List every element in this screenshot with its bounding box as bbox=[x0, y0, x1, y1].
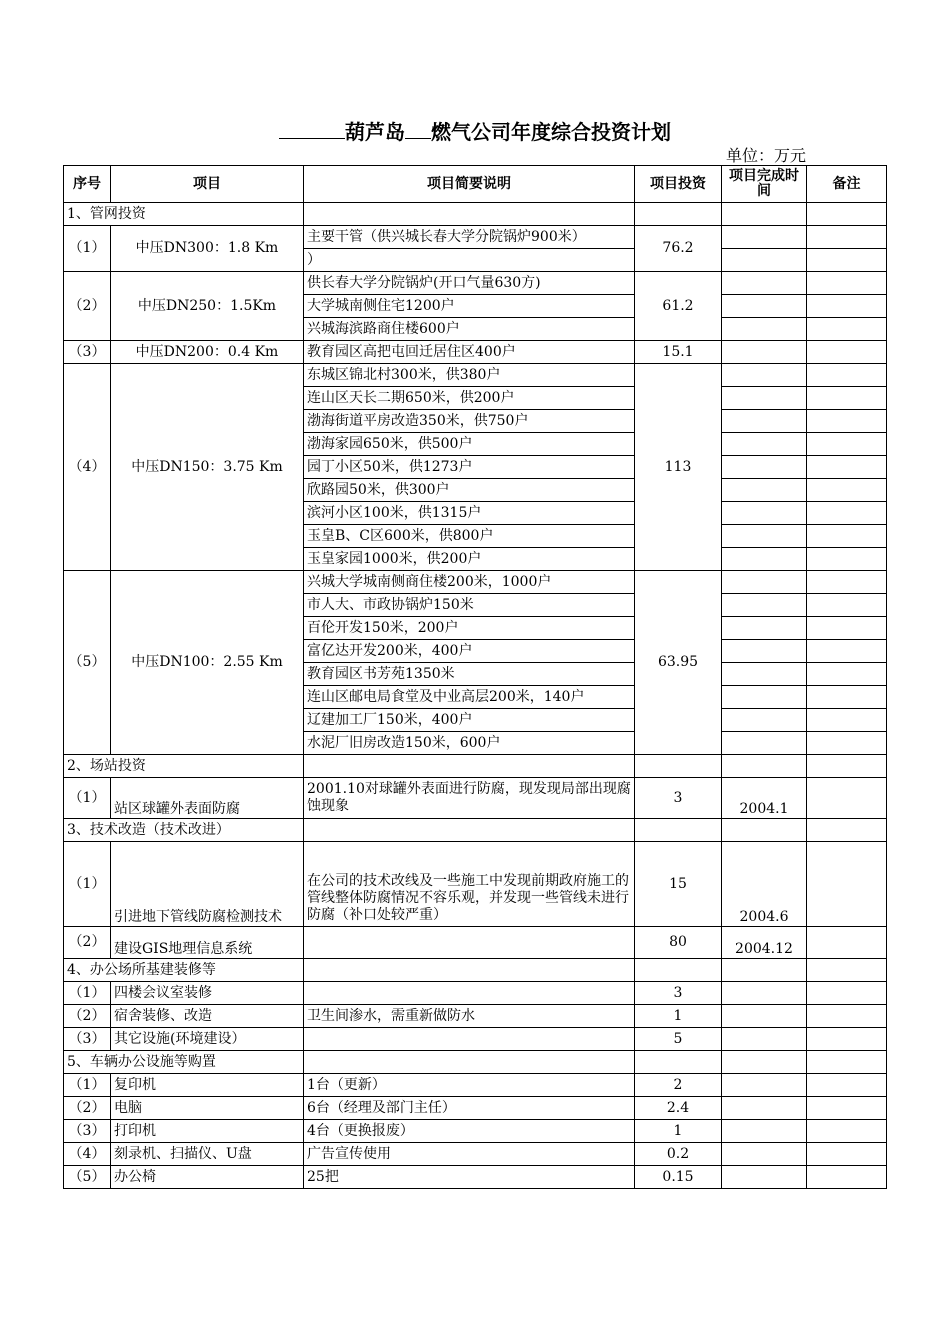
row-no: （3） bbox=[64, 341, 111, 364]
row-invest: 0.2 bbox=[635, 1143, 722, 1166]
row-no: （2） bbox=[64, 272, 111, 341]
row-no: （1） bbox=[64, 1074, 111, 1097]
section-row bbox=[64, 1051, 887, 1074]
section-row bbox=[64, 755, 887, 778]
title-underline bbox=[405, 120, 431, 139]
row-no: （4） bbox=[64, 364, 111, 571]
row-desc: 大学城南侧住宅1200户 bbox=[304, 295, 635, 318]
header-item: 项目 bbox=[111, 166, 304, 203]
section-row bbox=[64, 203, 887, 226]
row-desc: 在公司的技术改线及一些施工中发现前期政府施工的管线整体防腐情况不容乐观，并发现一些管线未进行防腐（补口处较严重） bbox=[304, 842, 635, 927]
table-row bbox=[64, 1097, 887, 1120]
table-row bbox=[64, 1166, 887, 1189]
row-no: （4） bbox=[64, 1143, 111, 1166]
row-invest: 2 bbox=[635, 1074, 722, 1097]
row-desc: 6台（经理及部门主任） bbox=[304, 1097, 635, 1120]
header-row bbox=[64, 166, 887, 203]
row-desc: 连山区天长二期650米，供200户 bbox=[304, 387, 635, 410]
header-invest: 项目投资 bbox=[635, 166, 722, 203]
table-row bbox=[64, 1143, 887, 1166]
row-invest: 63.95 bbox=[635, 571, 722, 755]
row-desc bbox=[304, 982, 635, 1005]
row-item: 中压DN200：0.4 Km bbox=[111, 341, 304, 364]
row-invest: 80 bbox=[635, 927, 722, 959]
row-desc: 富亿达开发200米，400户 bbox=[304, 640, 635, 663]
header-no: 序号 bbox=[64, 166, 111, 203]
table-row bbox=[64, 571, 887, 594]
row-item: 中压DN150：3.75 Km bbox=[111, 364, 304, 571]
table-row bbox=[64, 1005, 887, 1028]
row-no: （2） bbox=[64, 927, 111, 959]
row-invest: 15 bbox=[635, 842, 722, 927]
row-no: （3） bbox=[64, 1028, 111, 1051]
header-desc: 项目简要说明 bbox=[304, 166, 635, 203]
row-desc: 园丁小区50米，供1273户 bbox=[304, 456, 635, 479]
row-time: 2004.6 bbox=[722, 842, 807, 927]
row-desc: 教育园区高把屯回迁居住区400户 bbox=[304, 341, 635, 364]
row-desc: 主要干管（供兴城长春大学分院锅炉900米） bbox=[304, 226, 635, 249]
row-desc: 兴城大学城南侧商住楼200米，1000户 bbox=[304, 571, 635, 594]
row-no: （1） bbox=[64, 226, 111, 272]
table-row bbox=[64, 272, 887, 295]
row-desc: 2001.10对球罐外表面进行防腐，现发现局部出现腐蚀现象 bbox=[304, 778, 635, 819]
row-invest: 3 bbox=[635, 778, 722, 819]
section-title: 4、办公场所基建装修等 bbox=[64, 959, 304, 982]
row-item: 其它设施(环境建设） bbox=[111, 1028, 304, 1051]
page-title bbox=[0, 116, 950, 145]
row-desc: 市人大、市政协锅炉150米 bbox=[304, 594, 635, 617]
row-item: 四楼会议室装修 bbox=[111, 982, 304, 1005]
table-row bbox=[64, 1120, 887, 1143]
row-invest: 113 bbox=[635, 364, 722, 571]
row-desc: 教育园区书芳苑1350米 bbox=[304, 663, 635, 686]
row-desc: 玉皇家园1000米，供200户 bbox=[304, 548, 635, 571]
row-item: 引进地下管线防腐检测技术 bbox=[111, 842, 304, 927]
table-row bbox=[64, 982, 887, 1005]
title-prefix: 葫芦岛 bbox=[345, 120, 405, 144]
row-item: 刻录机、扫描仪、U盘 bbox=[111, 1143, 304, 1166]
section-row bbox=[64, 819, 887, 842]
section-title: 3、技术改造（技术改进） bbox=[64, 819, 304, 842]
row-invest: 5 bbox=[635, 1028, 722, 1051]
row-invest: 0.15 bbox=[635, 1166, 722, 1189]
row-item: 办公椅 bbox=[111, 1166, 304, 1189]
row-item: 电脑 bbox=[111, 1097, 304, 1120]
title-underline bbox=[279, 120, 345, 139]
unit-label: 单位：万元 bbox=[726, 146, 807, 165]
investment-table bbox=[63, 165, 887, 1189]
row-desc: 欣路园50米，供300户 bbox=[304, 479, 635, 502]
section-title: 5、车辆办公设施等购置 bbox=[64, 1051, 304, 1074]
row-time: 2004.12 bbox=[722, 927, 807, 959]
row-no: （2） bbox=[64, 1097, 111, 1120]
row-desc: 百伦开发150米，200户 bbox=[304, 617, 635, 640]
row-desc: 连山区邮电局食堂及中业高层200米，140户 bbox=[304, 686, 635, 709]
row-desc: 供长春大学分院锅炉(开口气量630方) bbox=[304, 272, 635, 295]
row-desc: 渤海家园650米，供500户 bbox=[304, 433, 635, 456]
table-row bbox=[64, 226, 887, 249]
row-desc: 1台（更新） bbox=[304, 1074, 635, 1097]
row-invest: 1 bbox=[635, 1005, 722, 1028]
row-no: （5） bbox=[64, 571, 111, 755]
row-no: （2） bbox=[64, 1005, 111, 1028]
row-desc: 卫生间渗水，需重新做防水 bbox=[304, 1005, 635, 1028]
row-no: （1） bbox=[64, 982, 111, 1005]
row-desc: 水泥厂旧房改造150米，600户 bbox=[304, 732, 635, 755]
table-row bbox=[64, 927, 887, 959]
row-desc: 滨河小区100米，供1315户 bbox=[304, 502, 635, 525]
row-time: 2004.1 bbox=[722, 778, 807, 819]
row-invest: 3 bbox=[635, 982, 722, 1005]
table-row bbox=[64, 1028, 887, 1051]
row-desc: 辽建加工厂150米，400户 bbox=[304, 709, 635, 732]
header-note: 备注 bbox=[807, 166, 887, 203]
row-invest: 2.4 bbox=[635, 1097, 722, 1120]
row-item: 复印机 bbox=[111, 1074, 304, 1097]
row-desc: 25把 bbox=[304, 1166, 635, 1189]
row-desc: 东城区锦北村300米，供380户 bbox=[304, 364, 635, 387]
row-no: （3） bbox=[64, 1120, 111, 1143]
row-desc: 广告宣传使用 bbox=[304, 1143, 635, 1166]
section-title: 1、管网投资 bbox=[64, 203, 304, 226]
row-desc bbox=[304, 1028, 635, 1051]
row-desc: 4台（更换报废） bbox=[304, 1120, 635, 1143]
row-invest: 15.1 bbox=[635, 341, 722, 364]
row-desc: 玉皇B、C区600米，供800户 bbox=[304, 525, 635, 548]
row-desc: 渤海街道平房改造350米，供750户 bbox=[304, 410, 635, 433]
table-row bbox=[64, 341, 887, 364]
row-desc: ） bbox=[304, 249, 635, 272]
section-row bbox=[64, 959, 887, 982]
row-item: 中压DN100：2.55 Km bbox=[111, 571, 304, 755]
table-row bbox=[64, 364, 887, 387]
row-invest: 76.2 bbox=[635, 226, 722, 272]
table-row bbox=[64, 842, 887, 927]
row-item: 中压DN250：1.5Km bbox=[111, 272, 304, 341]
header-time: 项目完成时间 bbox=[722, 166, 807, 203]
row-item: 中压DN300：1.8 Km bbox=[111, 226, 304, 272]
row-invest: 1 bbox=[635, 1120, 722, 1143]
row-item: 宿舍装修、改造 bbox=[111, 1005, 304, 1028]
row-no: （5） bbox=[64, 1166, 111, 1189]
row-item: 建设GIS地理信息系统 bbox=[111, 927, 304, 959]
row-item: 打印机 bbox=[111, 1120, 304, 1143]
table-row bbox=[64, 778, 887, 819]
row-invest: 61.2 bbox=[635, 272, 722, 341]
title-main: 燃气公司年度综合投资计划 bbox=[431, 120, 671, 144]
row-no: （1） bbox=[64, 842, 111, 927]
table-row bbox=[64, 1074, 887, 1097]
section-title: 2、场站投资 bbox=[64, 755, 304, 778]
row-no: （1） bbox=[64, 778, 111, 819]
row-item: 站区球罐外表面防腐 bbox=[111, 778, 304, 819]
row-desc: 兴城海滨路商住楼600户 bbox=[304, 318, 635, 341]
